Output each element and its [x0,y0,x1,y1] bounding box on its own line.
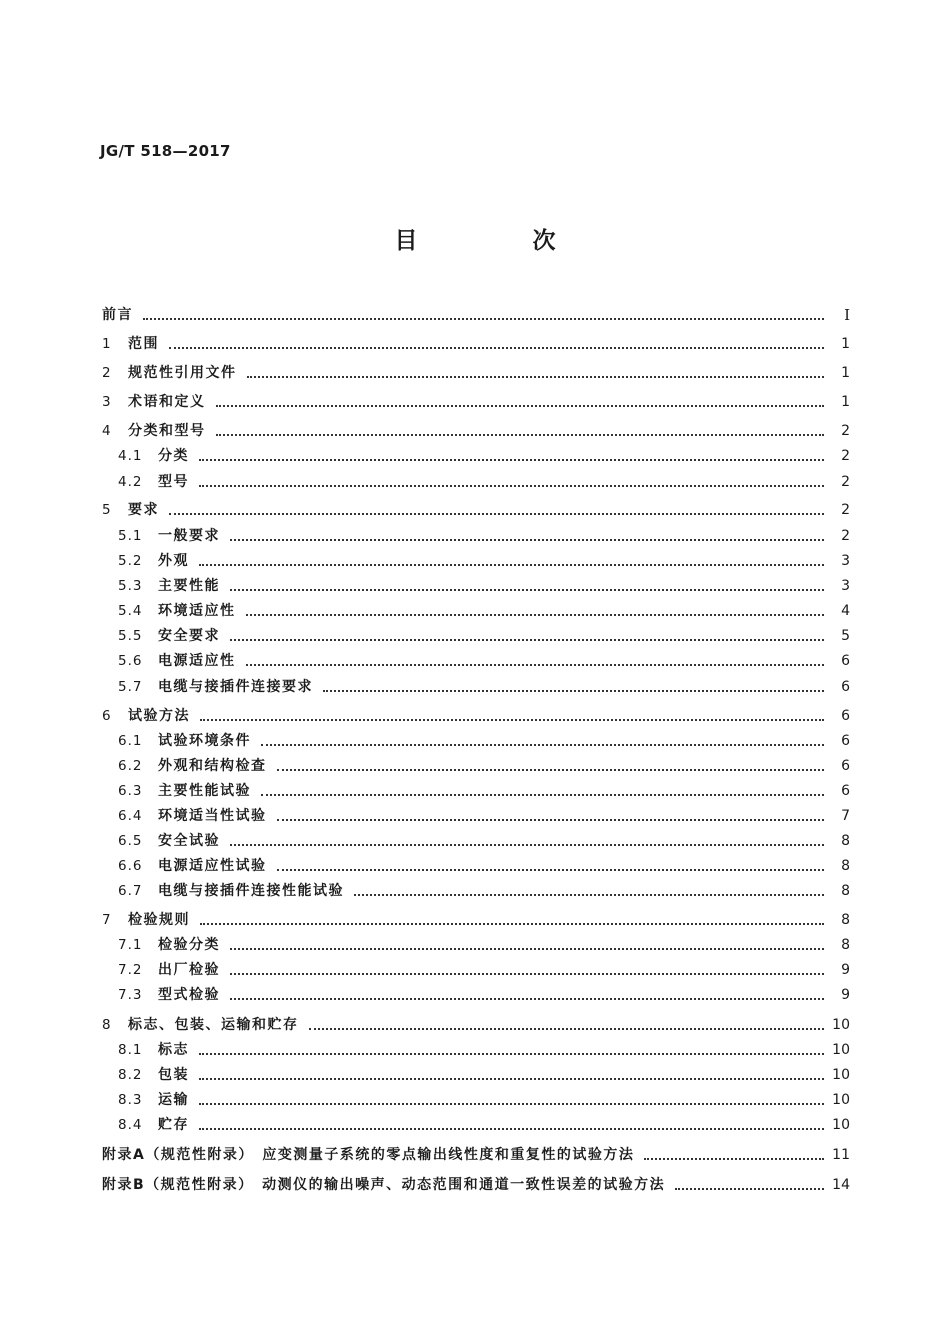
toc-dot-leader [199,459,824,461]
toc-entry[interactable] [0,1144,950,1164]
toc-entry-label: 包装 [158,1066,195,1084]
toc-entry-number: 5.4 [118,603,143,619]
toc-entry-label: 外观和结构检查 [158,757,273,775]
toc-entry-number: 7.1 [118,937,143,953]
toc-entry-label: 安全试验 [158,832,226,850]
toc-entry[interactable] [0,1039,950,1059]
toc-entry-label: 分类 [158,447,195,465]
toc-entry-page-number: 2 [841,423,850,439]
toc-dot-leader [261,744,824,746]
toc-entry-label: 型式检验 [158,986,226,1004]
toc-entry-number: 1 [102,336,112,352]
toc-entry[interactable] [0,676,950,696]
toc-entry-page-number: 6 [841,758,850,774]
toc-dot-leader [323,690,824,692]
toc-entry[interactable] [0,471,950,491]
toc-entry-label: 检验规则 [128,911,196,929]
toc-entry-page-number: 6 [841,733,850,749]
toc-entry[interactable] [0,805,950,825]
toc-entry-page-number: 14 [832,1177,850,1193]
toc-entry-number: 8.3 [118,1092,143,1108]
toc-entry-page-number: 8 [841,858,850,874]
toc-dot-leader [216,434,825,436]
toc-entry-page-number: 10 [832,1092,850,1108]
toc-entry[interactable] [0,880,950,900]
toc-entry[interactable] [0,909,950,929]
toc-entry[interactable] [0,755,950,775]
toc-entry-label: 贮存 [158,1116,195,1134]
toc-entry-page-number: 1 [841,336,850,352]
toc-entry-label: 要求 [128,501,165,519]
toc-entry[interactable] [0,525,950,545]
toc-dot-leader [246,614,825,616]
toc-entry-page-number: 2 [841,474,850,490]
toc-dot-leader [246,664,825,666]
toc-entry-number: 5 [102,502,112,518]
toc-dot-leader [216,405,825,407]
toc-dot-leader [230,639,824,641]
toc-entry[interactable] [0,1014,950,1034]
toc-entry-label: 标志、包装、运输和贮存 [128,1016,305,1034]
toc-entry-number: 5.3 [118,578,143,594]
toc-dot-leader [354,894,824,896]
toc-entry-page-number: 10 [832,1117,850,1133]
toc-entry-number: 5.7 [118,679,143,695]
toc-dot-leader [230,948,824,950]
toc-entry-label: 型号 [158,473,195,491]
toc-entry-label: 检验分类 [158,936,226,954]
toc-entry-label: 规范性引用文件 [128,364,243,382]
toc-entry[interactable] [0,1089,950,1109]
toc-entry[interactable] [0,855,950,875]
toc-dot-leader [230,998,824,1000]
toc-entry-page-number: 6 [841,679,850,695]
toc-entry-page-number: 5 [841,628,850,644]
toc-dot-leader [261,794,824,796]
toc-entry-label: 主要性能 [158,577,226,595]
toc-entry-page-number: 10 [832,1042,850,1058]
toc-dot-leader [247,376,825,378]
toc-entry-page-number: 8 [841,883,850,899]
toc-entry-number: 8.4 [118,1117,143,1133]
toc-entry[interactable] [0,625,950,645]
toc-entry-page-number: 3 [841,578,850,594]
toc-entry-number: 7.3 [118,987,143,1003]
toc-entry-number: 6.1 [118,733,143,749]
toc-dot-leader [199,1053,824,1055]
toc-dot-leader [675,1188,824,1190]
toc-entry-number: 6.6 [118,858,143,874]
toc-dot-leader [230,589,824,591]
toc-entry-label: 前言 [102,306,139,324]
toc-entry[interactable] [0,934,950,954]
toc-entry-page-number: 10 [832,1017,850,1033]
toc-entry[interactable] [0,333,950,353]
toc-entry-number: 3 [102,394,112,410]
toc-entry[interactable] [0,575,950,595]
toc-dot-leader [200,719,824,721]
toc-entry-number: 4.1 [118,448,143,464]
toc-entry-label: 运输 [158,1091,195,1109]
toc-entry-label: 分类和型号 [128,422,212,440]
toc-entry-label: 电源适应性试验 [158,857,273,875]
toc-entry[interactable] [0,499,950,519]
toc-entry-page-number: 2 [841,448,850,464]
toc-entry-page-number: 6 [841,783,850,799]
toc-entry-label: 外观 [158,552,195,570]
toc-dot-leader [200,923,824,925]
toc-entry-page-number: 8 [841,833,850,849]
toc-entry-page-number: 4 [841,603,850,619]
toc-entry-page-number: 10 [832,1067,850,1083]
toc-entry-number: 7.2 [118,962,143,978]
toc-entry-number: 6 [102,708,112,724]
toc-entry[interactable] [0,1174,950,1194]
toc-entry-page-number: 9 [841,987,850,1003]
toc-entry[interactable] [0,959,950,979]
toc-entry-page-number: 1 [841,394,850,410]
standard-code: JG/T 518—2017 [100,142,231,160]
toc-entry-label: 术语和定义 [128,393,212,411]
toc-entry-label: 电缆与接插件连接性能试验 [158,882,350,900]
toc-entry-number: 5.5 [118,628,143,644]
toc-entry-page-number: 1 [841,365,850,381]
toc-title: 目 次 [394,227,602,254]
toc-entry[interactable] [0,1114,950,1134]
toc-dot-leader [143,318,824,320]
toc-entry-number: 5.1 [118,528,143,544]
toc-dot-leader [277,769,825,771]
toc-entry-number: 6.3 [118,783,143,799]
toc-dot-leader [230,539,824,541]
toc-entry-label: 试验方法 [128,707,196,725]
toc-dot-leader [169,347,824,349]
toc-entry-number: 8 [102,1017,112,1033]
toc-dot-leader [644,1158,824,1160]
toc-dot-leader [277,819,825,821]
toc-entry-page-number: 11 [832,1147,850,1163]
toc-entry[interactable] [0,780,950,800]
toc-entry-number: 6.7 [118,883,143,899]
toc-dot-leader [199,1128,824,1130]
toc-entry-page-number: 6 [841,708,850,724]
toc-entry-number: 5.2 [118,553,143,569]
toc-entry[interactable] [0,830,950,850]
toc-dot-leader [277,869,825,871]
toc-entry-label: 范围 [128,335,165,353]
toc-entry[interactable] [0,600,950,620]
toc-dot-leader [199,564,824,566]
toc-entry-label: 标志 [158,1041,195,1059]
toc-entry[interactable] [0,304,950,324]
toc-entry[interactable] [0,650,950,670]
toc-entry-label: 试验环境条件 [158,732,257,750]
toc-entry-number: 4 [102,423,112,439]
toc-entry[interactable] [0,550,950,570]
toc-entry-label: 电源适应性 [158,652,242,670]
toc-entry-page-number: Ⅰ [844,306,850,324]
toc-entry-number: 7 [102,912,112,928]
toc-entry[interactable] [0,420,950,440]
toc-entry-number: 8.2 [118,1067,143,1083]
toc-entry-label: 主要性能试验 [158,782,257,800]
toc-entry-page-number: 3 [841,553,850,569]
toc-entry[interactable] [0,391,950,411]
toc-entry-label: 环境适应性 [158,602,242,620]
toc-dot-leader [199,1078,824,1080]
toc-dot-leader [230,973,824,975]
toc-entry[interactable] [0,705,950,725]
toc-entry[interactable] [0,445,950,465]
toc-entry-label: 出厂检验 [158,961,226,979]
toc-entry-number: 8.1 [118,1042,143,1058]
toc-entry-number: 5.6 [118,653,143,669]
toc-entry-label: 一般要求 [158,527,226,545]
toc-entry-number: 2 [102,365,112,381]
toc-entry-number: 6.5 [118,833,143,849]
toc-dot-leader [199,1103,824,1105]
toc-dot-leader [309,1028,825,1030]
toc-entry-label: 安全要求 [158,627,226,645]
toc-entry[interactable] [0,362,950,382]
toc-entry-number: 6.4 [118,808,143,824]
toc-entry-page-number: 9 [841,962,850,978]
toc-entry-page-number: 6 [841,653,850,669]
toc-entry-label: 电缆与接插件连接要求 [158,678,319,696]
toc-entry[interactable] [0,984,950,1004]
toc-dot-leader [199,485,824,487]
toc-entry-label: 环境适当性试验 [158,807,273,825]
toc-entry-page-number: 2 [841,502,850,518]
toc-entry[interactable] [0,1064,950,1084]
toc-entry-number: 6.2 [118,758,143,774]
toc-dot-leader [230,844,824,846]
toc-entry-page-number: 8 [841,912,850,928]
toc-entry-label: 附录B（规范性附录） 动测仪的输出噪声、动态范围和通道一致性误差的试验方法 [102,1176,671,1194]
toc-dot-leader [169,513,824,515]
toc-entry-number: 4.2 [118,474,143,490]
toc-entry[interactable] [0,730,950,750]
toc-entry-page-number: 7 [841,808,850,824]
toc-entry-page-number: 2 [841,528,850,544]
toc-entry-label: 附录A（规范性附录） 应变测量子系统的零点输出线性度和重复性的试验方法 [102,1146,640,1164]
toc-entry-page-number: 8 [841,937,850,953]
